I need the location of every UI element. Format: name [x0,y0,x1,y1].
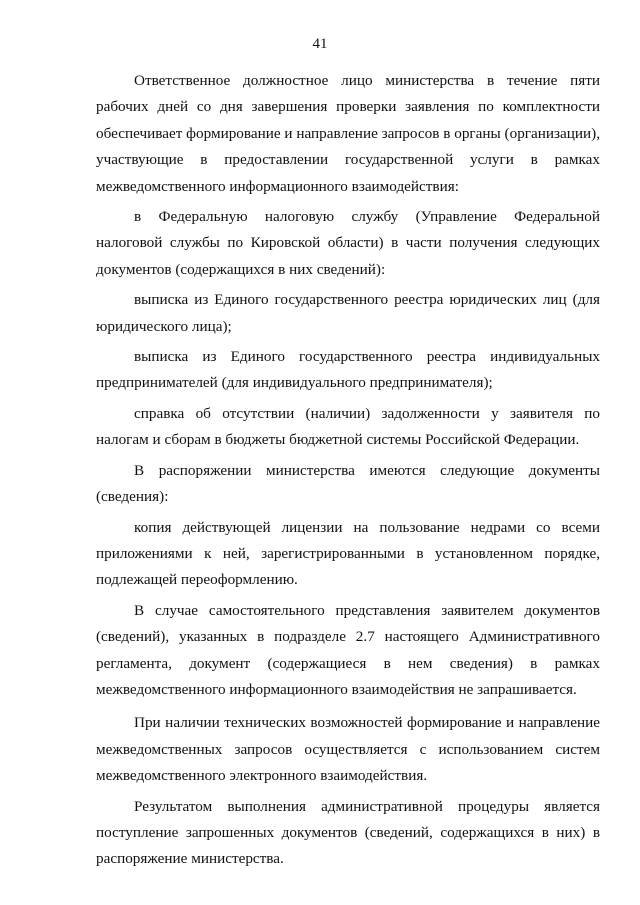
paragraph-request-formation: Ответственное должностное лицо министерства в течение пяти рабочих дней со дня завершения проверки заявления по комплектности обеспечивает формирование и направление запросов в органы (организации), участвующие в предоставлении государственной услуги в рамках межведомственного информационного взаимодействия: [96,72,600,195]
paragraph-tax-service: в Федеральную налоговую службу (Управление Федеральной налоговой службы по Кировской области) в части получения следующих документов (содержащихся в них сведений): [96,208,600,278]
paragraph-debt-certificate: справка об отсутствии (наличии) задолженности у заявителя по налогам и сборам в бюджеты бюджетной системы Российской Федерации. [96,404,600,449]
paragraph-procedure-result: Результатом выполнения административной процедуры является поступление запрошенных документов (сведений, содержащихся в них) в распоряжение министерства. [96,797,600,868]
document-body [96,68,600,873]
paragraph-license-copy: копия действующей лицензии на пользование недрами со всеми приложениями к ней, зарегистрированными в установленном порядке, подлежащей переоформлению. [96,518,600,589]
page-number: 41 [312,36,328,52]
paragraph-self-submission: В случае самостоятельного представления заявителем документов (сведений), указанных в подразделе 2.7 настоящего Административного регламента, документ (содержащиеся в нем сведения) в рамках межведомственного информационного взаимодействия не запрашивается. [96,601,600,698]
paragraph-legal-entities-extract: выписка из Единого государственного реестра юридических лиц (для юридического лица); [96,291,600,335]
paragraph-ministry-documents: В распоряжении министерства имеются следующие документы (сведения): [96,461,600,506]
paragraph-electronic-interaction: При наличии технических возможностей формирование и направление межведомственных запросов осуществляется с использованием систем межведомственного электронного взаимодействия. [96,714,600,785]
paragraph-entrepreneurs-extract: выписка из Единого государственного реестра индивидуальных предпринимателей (для индивидуального предпринимателя); [96,348,600,392]
